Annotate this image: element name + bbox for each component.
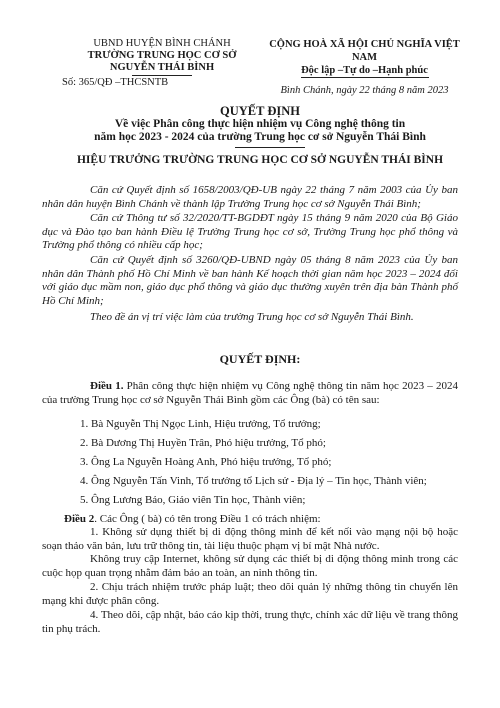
issuer-school-line1: TRƯỜNG TRUNG HỌC CƠ SỞ [87, 50, 237, 61]
member-item: 2. Bà Dương Thị Huyền Trân, Phó hiệu trưởng, Tổ phó; [80, 437, 326, 449]
motto-underline [301, 77, 429, 78]
member-item: 3. Ông La Nguyễn Hoàng Anh, Phó hiệu trưởng, Tổ phó; [80, 456, 332, 468]
member-item: 1. Bà Nguyễn Thị Ngọc Linh, Hiệu trưởng, Tổ trưởng; [80, 418, 321, 430]
article-1-label: Điều 1. [90, 380, 124, 392]
document-number: Số: 365/QĐ –THCSNTB [62, 77, 169, 88]
authority-line: HIỆU TRƯỞNG TRƯỜNG TRUNG HỌC CƠ SỞ NGUYỄN THÁI BÌNH [76, 154, 444, 166]
article-2-label: Điều 2 [64, 513, 95, 525]
national-motto: Độc lập –Tự do –Hạnh phúc [301, 65, 428, 76]
issuer-underline [132, 75, 192, 76]
subject-line-2: năm học 2023 - 2024 của trường Trung học cơ sở Nguyễn Thái Bình [94, 131, 426, 143]
document-type: QUYẾT ĐỊNH [220, 104, 300, 118]
duty-1: 1. Không sử dụng thiết bị di động thông minh để kết nối vào mạng nội bộ hoặc soạn thảo văn bản, lưu trữ thông tin, tài liệu thuộc phạm vị bí mật Nhà nước. [42, 526, 458, 552]
subject-underline [235, 147, 305, 148]
issuer-school-line2: NGUYỄN THÁI BÌNH [109, 62, 215, 73]
duty-2: 2. Chịu trách nhiệm trước pháp luật; theo dõi quản lý những thông tin chuyển lên mạng khi được phân công. [42, 581, 458, 607]
member-item: 5. Ông Lương Bảo, Giáo viên Tin học, Thành viên; [80, 494, 306, 506]
article-2 [64, 513, 458, 527]
national-header [262, 38, 467, 97]
issuer-org: UBND HUYỆN BÌNH CHÁNH [93, 38, 231, 49]
national-title: CỘNG HOÀ XÃ HỘI CHỦ NGHĨA VIỆT NAM [269, 39, 460, 63]
article-2-text: . Các Ông ( bà) có tên trong Điều 1 có trách nhiệm: [94, 513, 321, 525]
article-1-text: Phân công thực hiện nhiệm vụ Công nghệ thông tin năm học 2023 – 2024 của trường Trung học cơ sở Nguyễn Thái Bình gồm các Ông (bà) có tên sau: [42, 380, 458, 406]
article-1 [42, 380, 458, 407]
basis-4: Theo đề án vị trí việc làm của trường Trung học cơ sở Nguyễn Thái Bình. [90, 311, 414, 323]
subject-line-1: Về việc Phân công thực hiện nhiệm vụ Công nghệ thông tin [114, 118, 406, 130]
duty-1-continued: Không truy cập Internet, không sử dụng các thiết bị di động thông minh trong các cuộc họp quan trọng nhằm đảm bảo an toàn, an ninh thông tin. [42, 553, 458, 579]
issuer-block [62, 38, 262, 89]
member-item: 4. Ông Nguyễn Tấn Vinh, Tổ trưởng tổ Lịch sử - Địa lý – Tin học, Thành viên; [80, 475, 427, 487]
decision-heading: QUYẾT ĐỊNH: [219, 352, 301, 366]
basis-2: Căn cứ Thông tư số 32/2020/TT-BGDĐT ngày 15 tháng 9 năm 2020 của Bộ Giáo dục và Đào tạo ban hành Điều lệ Trường Trung học cơ sở, Trường Trung học phổ thông và Trường phổ thông có nhiều cấp học; [42, 212, 458, 251]
basis-3: Căn cứ Quyết định số 3260/QĐ-UBND ngày 05 tháng 8 năm 2023 của Ủy ban nhân dân Thành phố Hồ Chí Minh về ban hành Kế hoạch thời gian năm học 2023 – 2024 đối với giáo dục mầm non, giáo dục phổ thông và giáo dục thường xuyên trên địa bàn Thành phố Hồ Chí Minh; [42, 254, 458, 307]
basis-1: Căn cứ Quyết định số 1658/2003/QĐ-UB ngày 22 tháng 7 năm 2003 của Ủy ban nhân dân huyện Bình Chánh về thành lập Trường Trung học cơ sở Nguyễn Thái Bình; [42, 184, 458, 210]
place-date: Bình Chánh, ngày 22 tháng 8 năm 2023 [280, 85, 449, 96]
duty-4: 4. Theo dõi, cập nhật, báo cáo kịp thời, trung thực, chính xác dữ liệu về trang thông tin phụ trách. [42, 609, 458, 635]
